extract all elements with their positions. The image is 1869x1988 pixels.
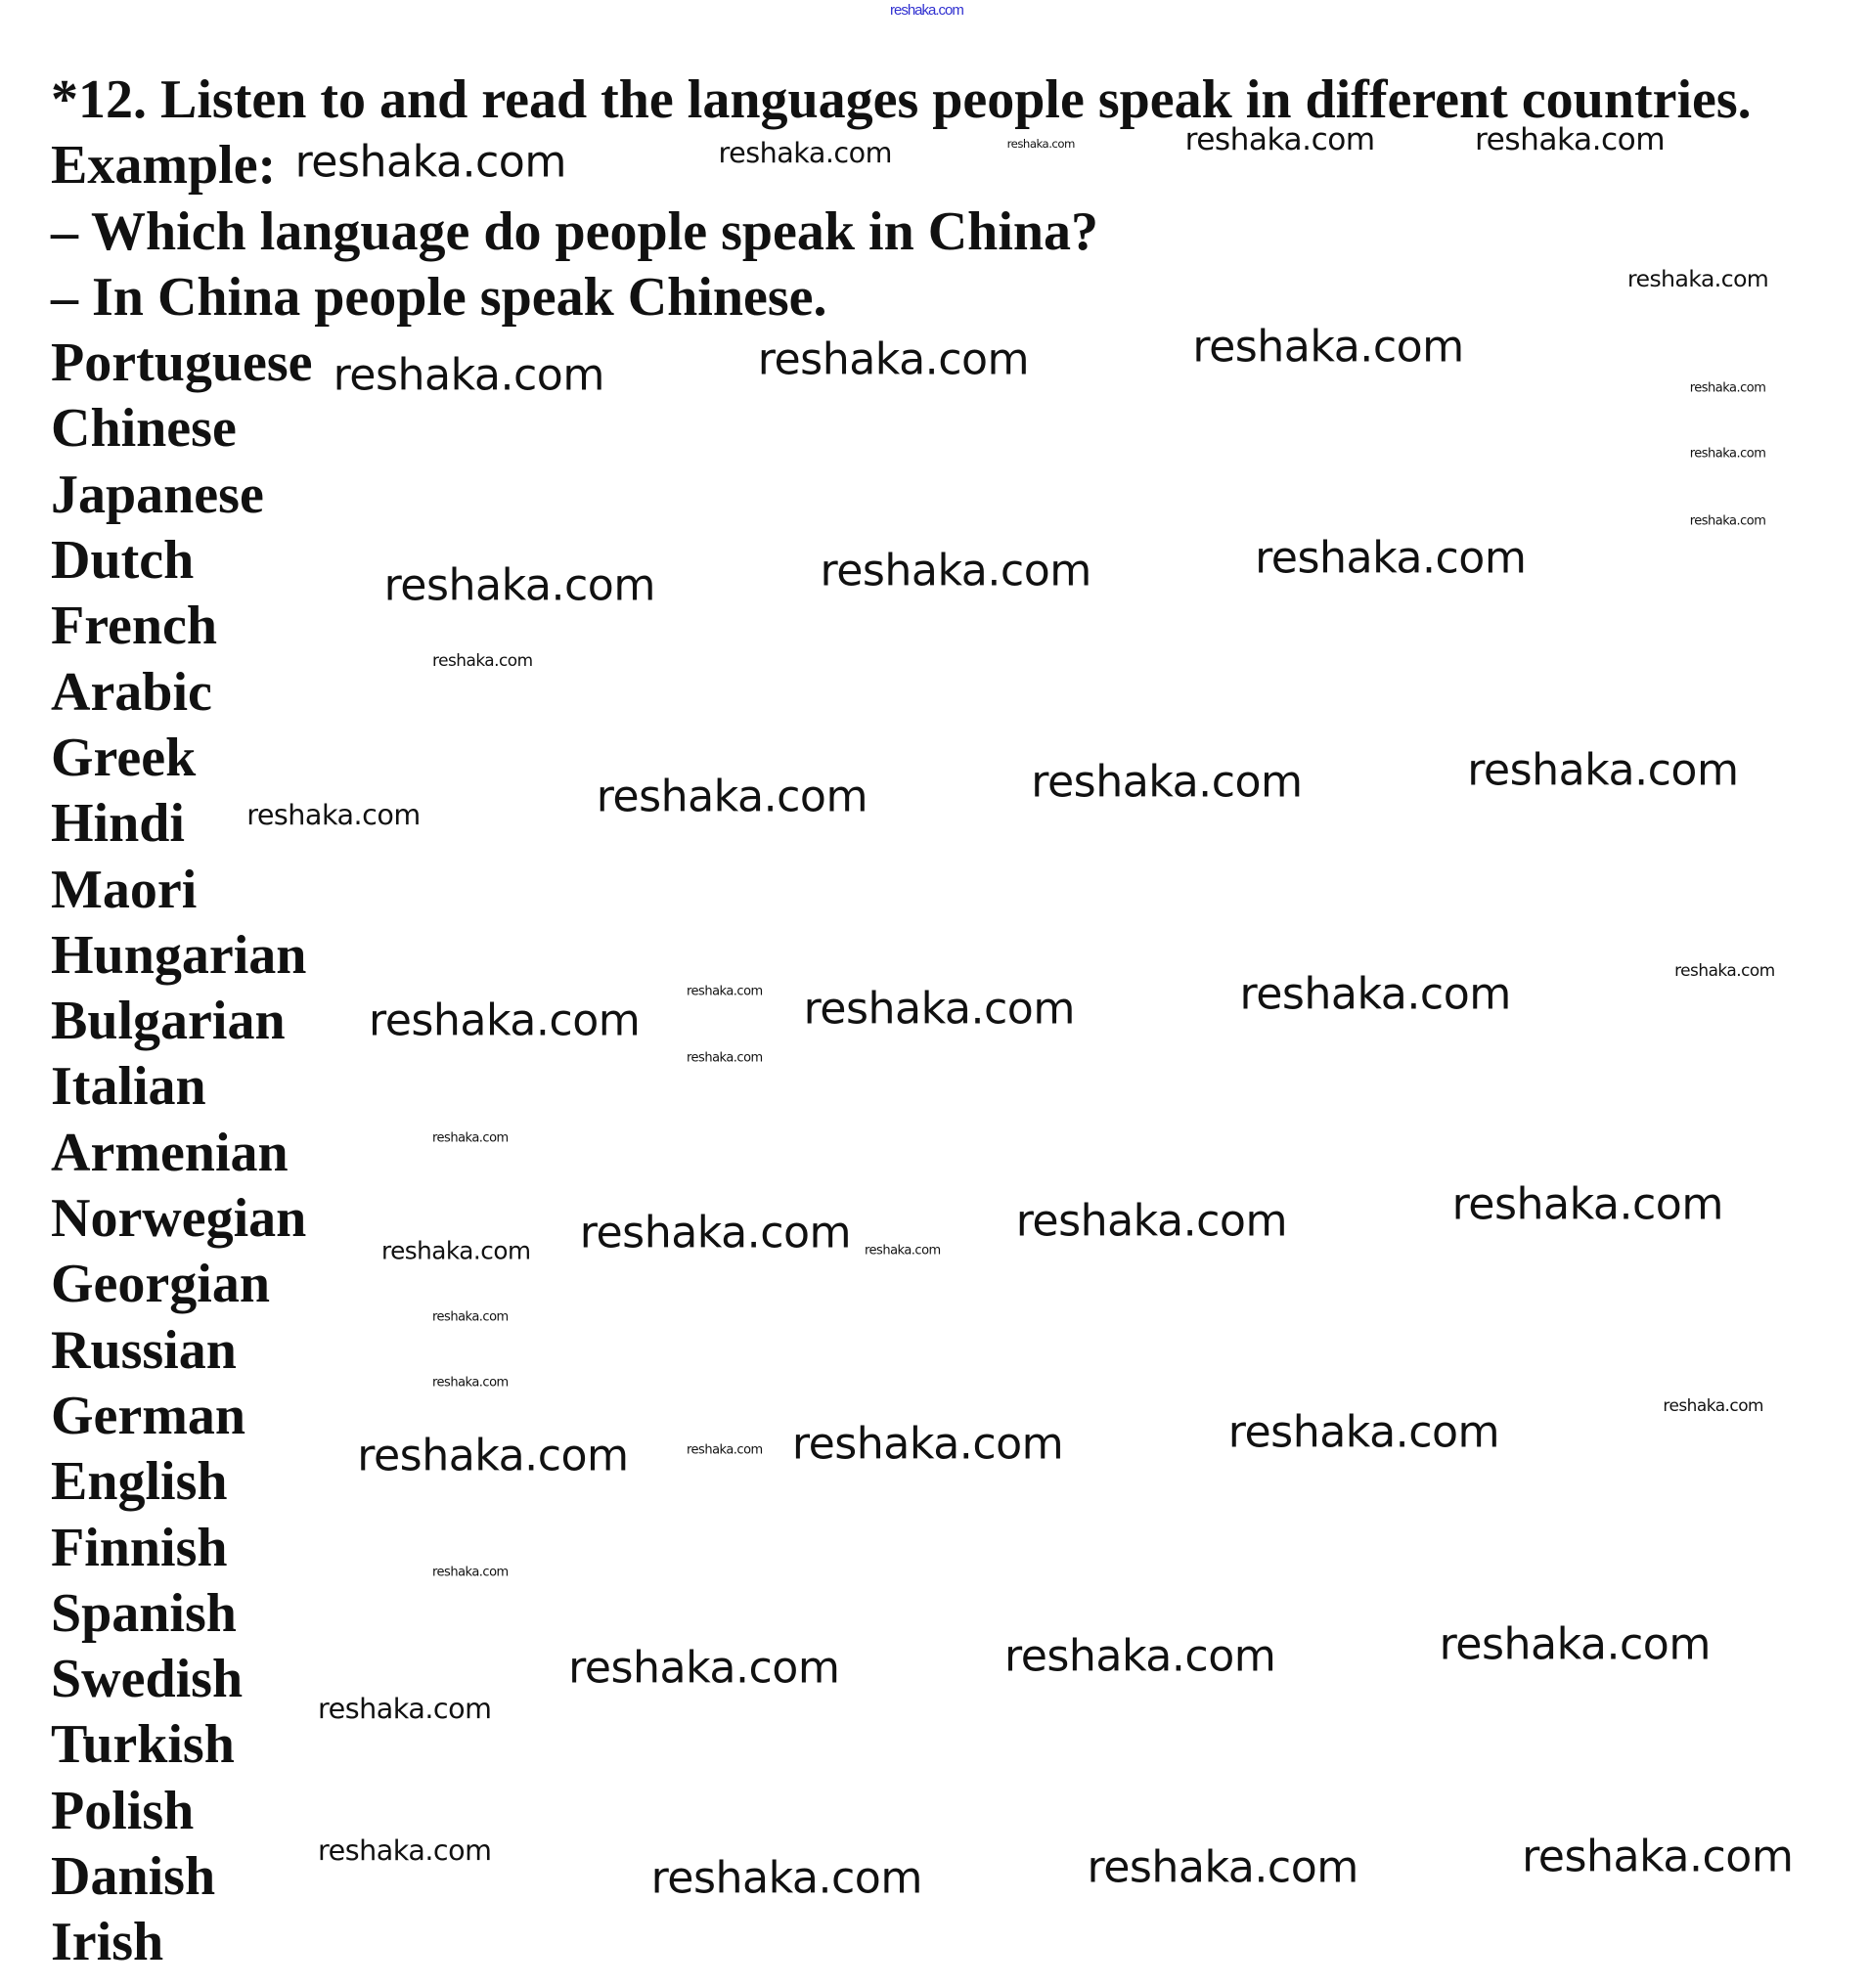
watermark-text: reshaka.com	[1239, 969, 1511, 1020]
watermark-text: reshaka.com	[1674, 959, 1775, 980]
language-item: Turkish	[51, 1714, 235, 1776]
watermark-text: reshaka.com	[1184, 122, 1375, 157]
watermark-text: reshaka.com	[865, 1243, 941, 1259]
watermark-text: reshaka.com	[383, 560, 655, 611]
watermark-text: reshaka.com	[1467, 745, 1739, 796]
watermark-text: reshaka.com	[432, 1375, 509, 1391]
language-item: Italian	[51, 1056, 206, 1118]
language-item: Hungarian	[51, 924, 307, 986]
watermark-text: reshaka.com	[1087, 1842, 1358, 1893]
watermark-text: reshaka.com	[1006, 136, 1075, 151]
watermark-text: reshaka.com	[1227, 1407, 1500, 1458]
language-item: Finnish	[51, 1517, 228, 1578]
language-item: Chinese	[51, 398, 237, 460]
watermark-text: reshaka.com	[333, 350, 604, 400]
watermark-text: reshaka.com	[432, 1130, 509, 1145]
watermark-text: reshaka.com	[432, 1309, 509, 1325]
watermark-text: reshaka.com	[432, 649, 533, 670]
watermark-text: reshaka.com	[1522, 1832, 1794, 1882]
watermark-text: reshaka.com	[687, 1442, 763, 1458]
watermark-text: reshaka.com	[1004, 1631, 1276, 1682]
language-item: Georgian	[51, 1254, 270, 1315]
watermark-text: reshaka.com	[687, 984, 763, 999]
language-item: Norwegian	[51, 1188, 307, 1250]
language-item: Greek	[51, 727, 197, 788]
language-item: Hindi	[51, 793, 185, 855]
watermark-text: reshaka.com	[718, 136, 892, 169]
watermark-text: reshaka.com	[246, 798, 421, 832]
watermark-text: reshaka.com	[1439, 1619, 1711, 1670]
watermark-text: reshaka.com	[381, 1236, 531, 1265]
watermark-text: reshaka.com	[318, 1833, 492, 1867]
watermark-text: reshaka.com	[1689, 513, 1766, 529]
watermark-text: reshaka.com	[369, 995, 641, 1046]
language-item: Polish	[51, 1780, 195, 1841]
language-item: Portuguese	[51, 332, 313, 394]
watermark-text: reshaka.com	[1475, 122, 1666, 157]
language-item: Irish	[51, 1912, 164, 1973]
watermark-text: reshaka.com	[687, 1050, 763, 1066]
watermark-text: reshaka.com	[596, 772, 868, 822]
language-item: Arabic	[51, 661, 212, 723]
language-item: French	[51, 596, 218, 657]
watermark-text: reshaka.com	[1031, 757, 1303, 807]
language-item: Japanese	[51, 464, 264, 525]
watermark-text: reshaka.com	[1255, 533, 1527, 584]
language-item: Bulgarian	[51, 991, 286, 1052]
top-watermark: reshaka.com	[890, 2, 963, 19]
watermark-text: reshaka.com	[1689, 380, 1766, 395]
watermark-text: reshaka.com	[1015, 1196, 1287, 1247]
watermark-text: reshaka.com	[1192, 322, 1464, 373]
watermark-text: reshaka.com	[432, 1565, 509, 1580]
watermark-text: reshaka.com	[1627, 264, 1769, 292]
language-item: English	[51, 1451, 228, 1513]
example-answer: – In China people speak Chinese.	[51, 266, 827, 328]
language-item: Dutch	[51, 530, 195, 592]
watermark-text: reshaka.com	[1689, 446, 1766, 462]
language-item: Maori	[51, 859, 198, 920]
watermark-text: reshaka.com	[318, 1692, 492, 1726]
watermark-text: reshaka.com	[803, 984, 1075, 1035]
language-item: Spanish	[51, 1582, 237, 1644]
watermark-text: reshaka.com	[294, 137, 566, 188]
language-item: Swedish	[51, 1649, 244, 1710]
watermark-text: reshaka.com	[650, 1853, 922, 1904]
example-label: Example:	[51, 135, 277, 197]
watermark-text: reshaka.com	[1451, 1179, 1723, 1230]
language-item: Armenian	[51, 1122, 289, 1183]
language-item: German	[51, 1385, 246, 1446]
watermark-text: reshaka.com	[791, 1419, 1064, 1470]
example-question: – Which language do people speak in China?	[51, 200, 1099, 262]
watermark-text: reshaka.com	[357, 1431, 629, 1480]
watermark-text: reshaka.com	[1663, 1394, 1763, 1415]
language-item: Russian	[51, 1319, 237, 1381]
exercise-title: *12. Listen to and read the languages people speak in different countries.	[51, 69, 1752, 130]
watermark-text: reshaka.com	[568, 1643, 840, 1694]
watermark-text: reshaka.com	[757, 334, 1030, 385]
language-item: Danish	[51, 1846, 216, 1908]
watermark-text: reshaka.com	[579, 1208, 852, 1259]
watermark-text: reshaka.com	[820, 546, 1091, 596]
